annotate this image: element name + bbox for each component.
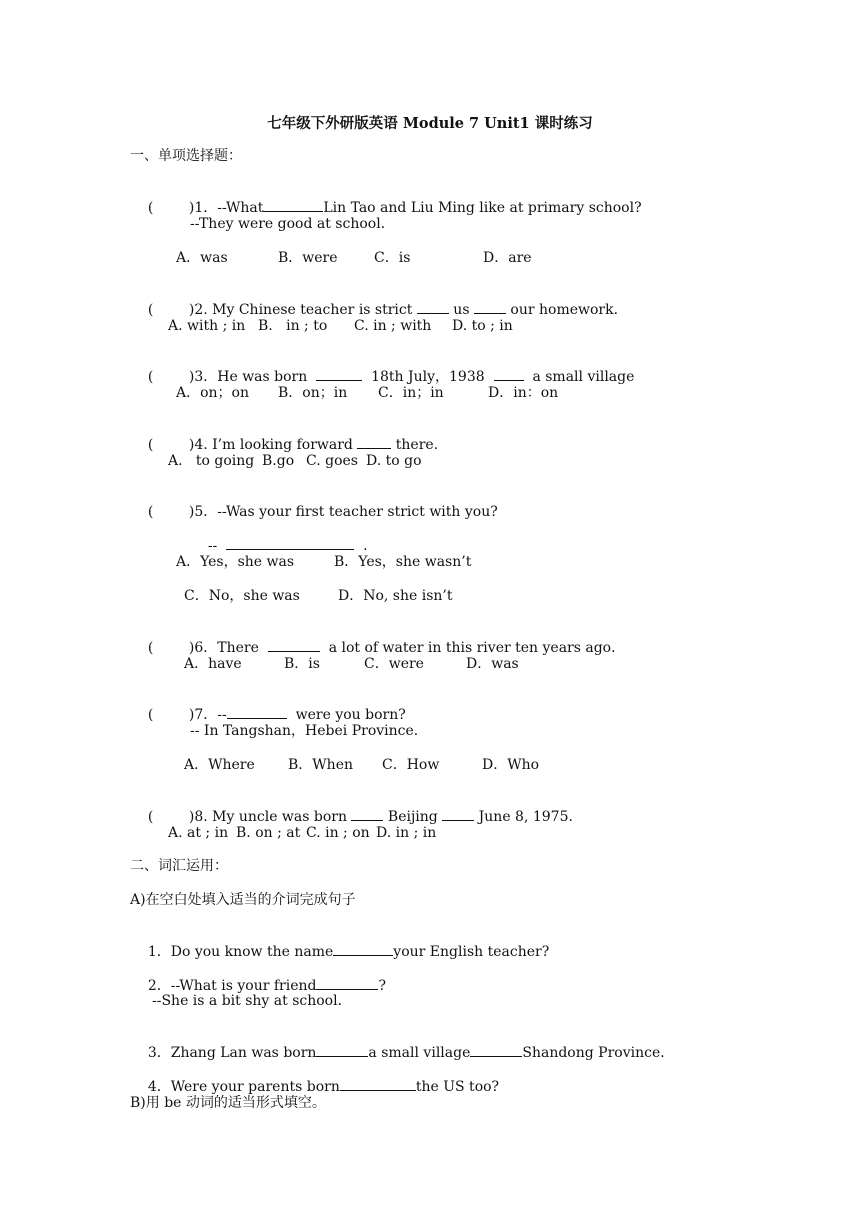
question-4-option-a[interactable]: A. to going [168, 453, 255, 469]
question-3-option-a[interactable]: A．on；on [176, 385, 250, 401]
question-8-option-d[interactable]: D. in ; in [376, 825, 437, 841]
question-7-option-c[interactable]: C．How [382, 757, 440, 773]
question-5-line-2: -- . [207, 538, 368, 554]
question-4-option-c[interactable]: C. goes [306, 453, 358, 469]
question-4-option-b[interactable]: B.go [262, 453, 295, 469]
question-7-line-2: -- In Tangshan，Hebei Province． [190, 723, 428, 739]
question-1-option-d[interactable]: D．are [483, 250, 532, 266]
question-2: ( )2. My Chinese teacher is strict us our homework. [147, 302, 619, 318]
question-3-option-d[interactable]: D．in：on [488, 385, 559, 401]
question-3-option-b[interactable]: B．on；in [278, 385, 348, 401]
fill-blank[interactable] [316, 368, 362, 381]
question-1-option-c[interactable]: C．is [374, 250, 411, 266]
question-4: ( )4. I’m looking forward there. [147, 437, 439, 453]
question-7-option-d[interactable]: D．Who [482, 757, 540, 773]
question-7-option-a[interactable]: A．Where [184, 757, 255, 773]
answer-bracket[interactable]: ( ) [147, 302, 195, 318]
answer-bracket[interactable]: ( ) [147, 809, 195, 825]
worksheet-title: 七年级下外研版英语 Module 7 Unit1 课时练习 [267, 115, 593, 132]
fill-blank[interactable] [263, 199, 323, 212]
section-1-heading: 一、单项选择题： [130, 148, 242, 164]
question-1-line-2: --They were good at school． [190, 216, 395, 232]
fill-blank[interactable] [494, 368, 524, 381]
question-8-option-c[interactable]: C. in ; on [306, 825, 370, 841]
question-5-option-c[interactable]: C．No，she was [184, 588, 300, 604]
part-a-instruction: A)在空白处填入适当的介词完成句子 [130, 892, 356, 908]
vocab-item-3: 3．Zhang Lan was born a small village Shandong Province． [147, 1045, 675, 1061]
fill-blank[interactable] [474, 301, 506, 314]
question-8: ( )8. My uncle was born Beijing June 8, 1975. [147, 809, 573, 825]
question-6: ( )6．There a lot of water in this river ten years ago． [147, 640, 626, 656]
part-b-instruction: B)用 be 动词的适当形式填空。 [130, 1095, 326, 1111]
question-2-option-c[interactable]: C. in ; with [354, 318, 432, 334]
question-8-option-b[interactable]: B. on ; at [236, 825, 301, 841]
question-2-option-d[interactable]: D. to ; in [452, 318, 513, 334]
question-5: ( )5．--Was your first teacher strict with you? [147, 504, 498, 520]
fill-blank[interactable] [351, 808, 383, 821]
answer-bracket[interactable]: ( ) [147, 200, 195, 216]
question-1-option-b[interactable]: B．were [278, 250, 338, 266]
vocab-item-4: 4．Were your parents born the US too? [147, 1079, 500, 1095]
fill-blank[interactable] [357, 436, 391, 449]
vocab-item-2: 2．--What is your friend ? [147, 978, 386, 994]
question-6-option-b[interactable]: B．is [284, 656, 320, 672]
section-2-heading: 二、词汇运用： [130, 858, 228, 874]
fill-blank[interactable] [268, 639, 320, 652]
question-7-option-b[interactable]: B．When [288, 757, 353, 773]
answer-bracket[interactable]: ( ) [147, 707, 195, 723]
vocab-item-2-line-2: --She is a bit shy at school． [152, 993, 352, 1009]
question-1: ( )1．--What Lin Tao and Liu Ming like at primary school? [147, 200, 642, 216]
question-6-option-a[interactable]: A．have [184, 656, 242, 672]
answer-bracket[interactable]: ( ) [147, 504, 195, 520]
fill-blank[interactable] [470, 1044, 522, 1057]
question-6-option-d[interactable]: D．was [466, 656, 519, 672]
question-3-option-c[interactable]: C．in；in [378, 385, 444, 401]
fill-blank[interactable] [333, 943, 393, 956]
fill-blank[interactable] [340, 1078, 416, 1091]
question-7: ( )7．-- were you born? [147, 707, 406, 723]
question-1-option-a[interactable]: A．was [176, 250, 228, 266]
vocab-item-1: 1．Do you know the name your English teacher? [147, 944, 550, 960]
fill-blank[interactable] [316, 977, 378, 990]
fill-blank[interactable] [227, 706, 287, 719]
fill-blank[interactable] [417, 301, 449, 314]
question-5-option-a[interactable]: A．Yes，she was [176, 554, 295, 570]
question-8-option-a[interactable]: A. at ; in [168, 825, 229, 841]
question-4-option-d[interactable]: D. to go [366, 453, 422, 469]
question-6-option-c[interactable]: C．were [364, 656, 424, 672]
fill-blank[interactable] [226, 537, 354, 550]
answer-bracket[interactable]: ( ) [147, 437, 195, 453]
question-5-option-d[interactable]: D．No, she isn’t [338, 588, 453, 604]
answer-bracket[interactable]: ( ) [147, 369, 195, 385]
question-2-option-b[interactable]: B. in ; to [258, 318, 328, 334]
fill-blank[interactable] [442, 808, 474, 821]
question-3: ( )3．He was born 18th July，1938 a small village [147, 369, 635, 385]
fill-blank[interactable] [316, 1044, 368, 1057]
answer-bracket[interactable]: ( ) [147, 640, 195, 656]
question-2-option-a[interactable]: A. with ; in [168, 318, 246, 334]
question-5-option-b[interactable]: B．Yes，she wasn’t [334, 554, 472, 570]
